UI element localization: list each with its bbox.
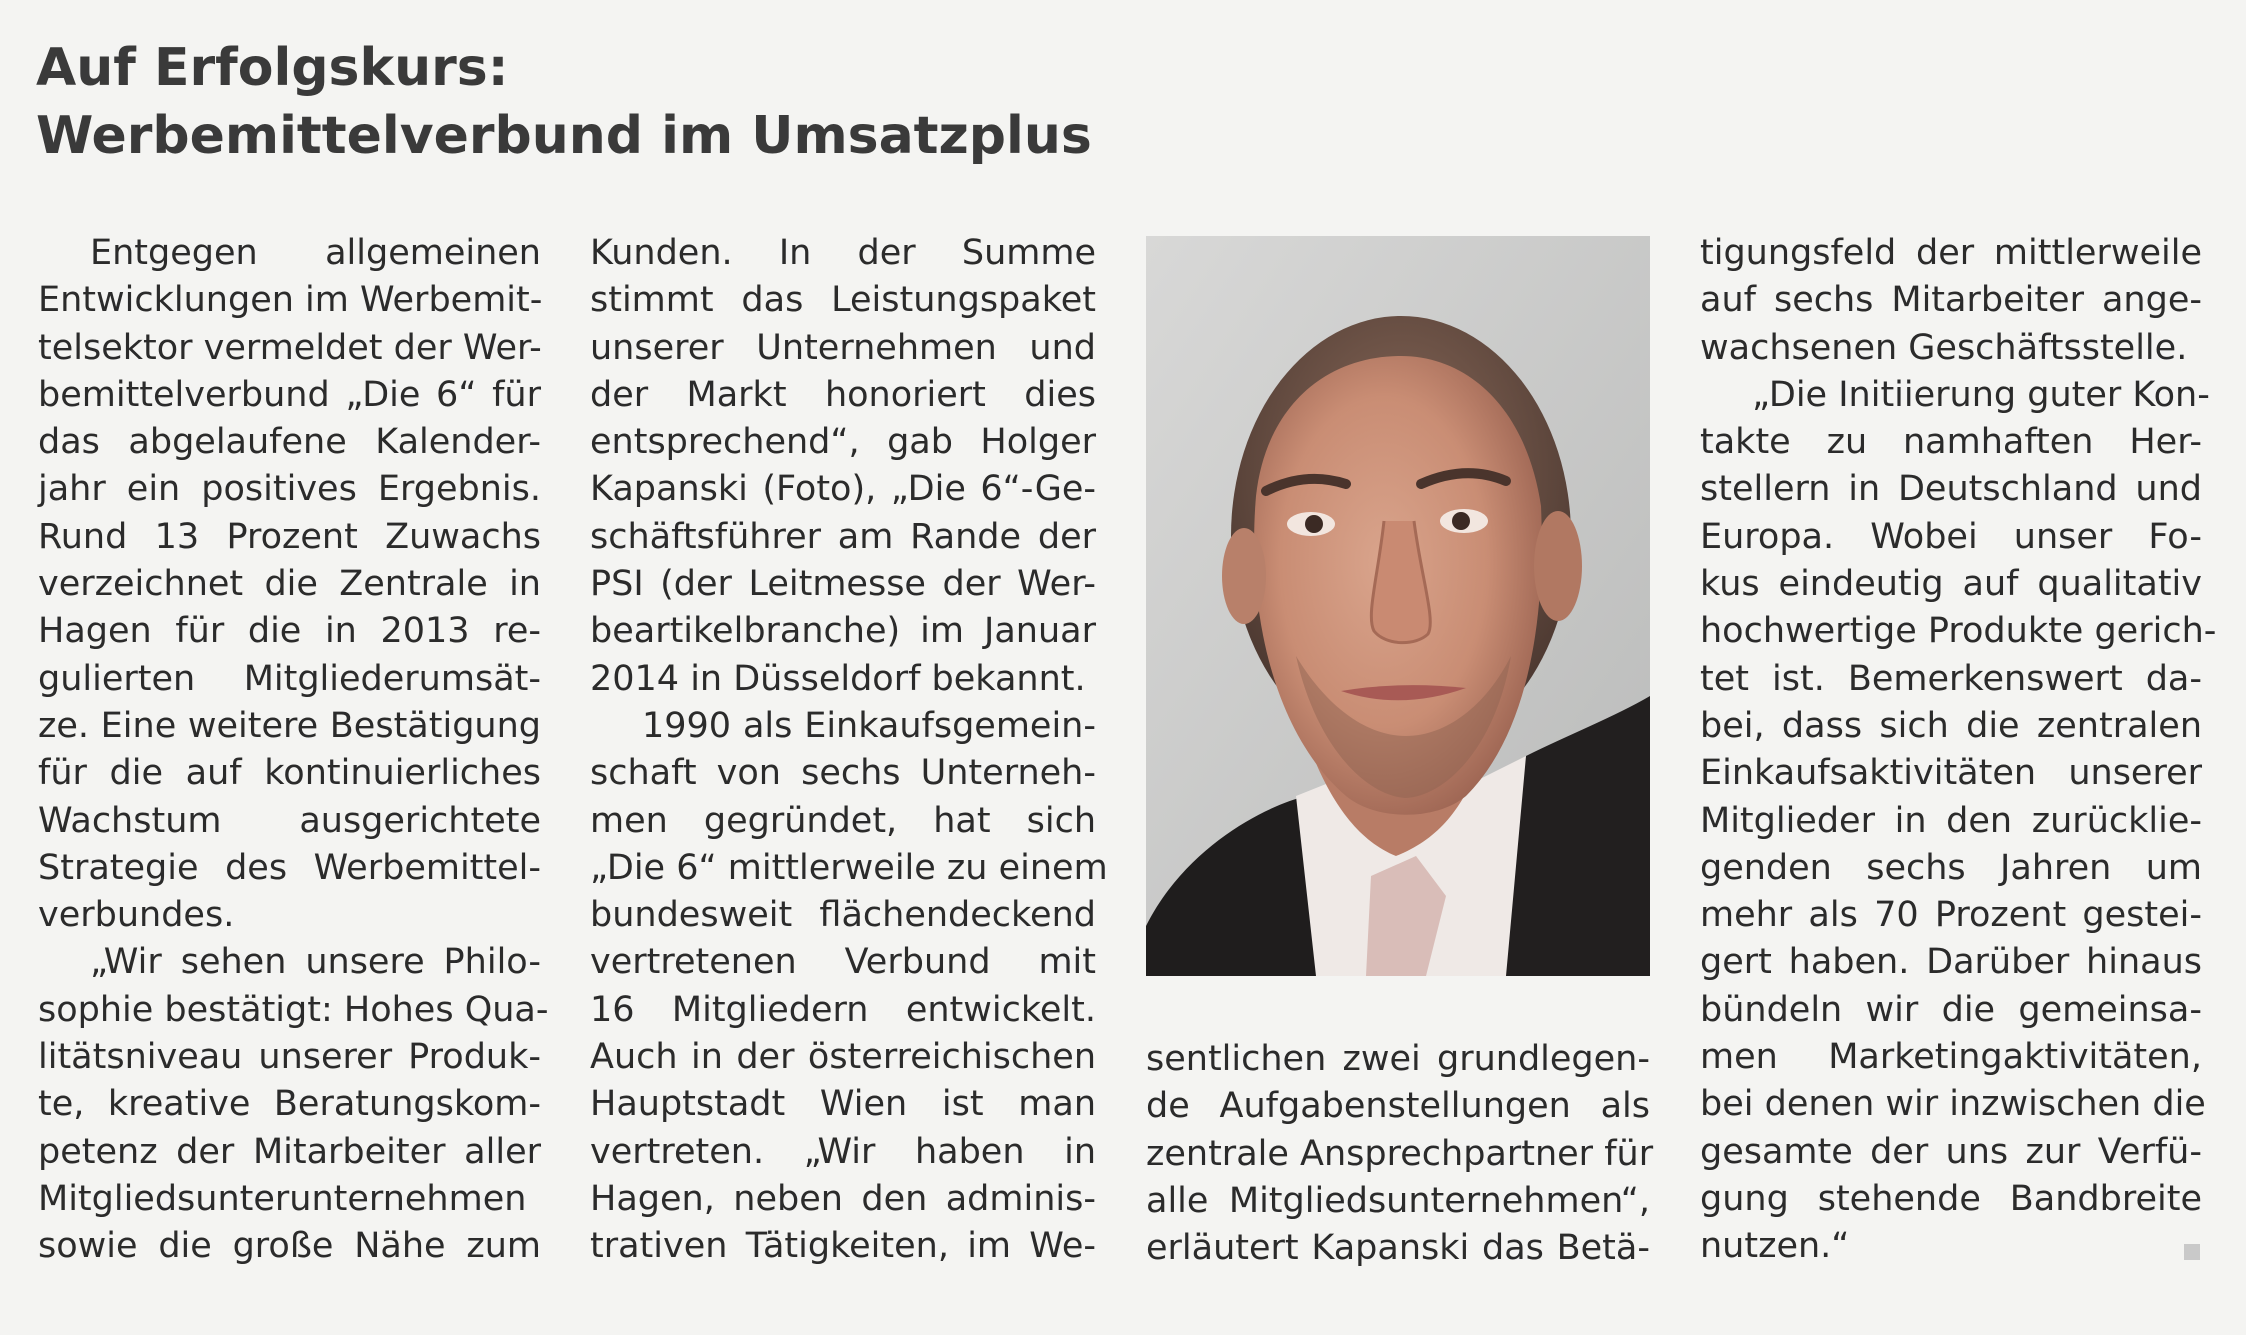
text-line: unserer Unternehmen und <box>590 327 1096 368</box>
text-line: Wachstum ausgerichtete <box>38 800 541 841</box>
text-line: 2014 in Düsseldorf bekannt. <box>590 658 1086 699</box>
text-line: de Aufgabenstellungen als <box>1146 1086 1650 1127</box>
text-line: genden sechs Jahren um <box>1700 847 2202 888</box>
text-line: vertretenen Verbund mit <box>590 942 1096 983</box>
text-line: Mitgliedsunterunternehmen <box>38 1178 527 1219</box>
text-line: Strategie des Werbemittel- <box>38 847 541 888</box>
text-line: litätsniveau unserer Produk- <box>38 1037 541 1078</box>
text-line: bundesweit flächendeckend <box>590 895 1096 936</box>
article-end-mark <box>2184 1244 2200 1260</box>
text-line: vertreten. „Wir haben in <box>590 1131 1096 1172</box>
text-line: petenz der Mitarbeiter aller <box>38 1131 541 1172</box>
text-line: gesamte der uns zur Verfü- <box>1700 1131 2202 1172</box>
portrait-photo <box>1146 236 1650 976</box>
text-line: stimmt das Leistungspaket <box>590 280 1096 321</box>
text-line: takte zu namhaften Her- <box>1700 422 2202 463</box>
text-line: telsektor vermeldet der Wer- <box>38 327 542 368</box>
text-line: tigungsfeld der mittlerweile <box>1700 233 2202 273</box>
text-line: nutzen.“ <box>1700 1226 1850 1267</box>
text-line: ze. Eine weitere Bestätigung <box>38 705 541 746</box>
text-line: te, kreative Beratungskom- <box>38 1084 541 1125</box>
text-line: PSI (der Leitmesse der Wer- <box>590 564 1096 605</box>
text-line: sowie die große Nähe zum <box>38 1226 541 1267</box>
text-line: „Die 6“ mittlerweile zu einem <box>590 847 1108 888</box>
text-line: „Die Initiierung guter Kon- <box>1752 374 2210 415</box>
headline-line-1: Auf Erfolgskurs: <box>36 38 509 98</box>
text-line: alle Mitgliedsunternehmen“, <box>1146 1180 1650 1221</box>
text-line: jahr ein positives Ergebnis. <box>38 469 541 510</box>
text-line: 16 Mitgliedern entwickelt. <box>590 989 1096 1030</box>
text-column-4 <box>1700 230 2217 1271</box>
text-line: gulierten Mitgliederumsät- <box>38 658 541 699</box>
text-column-1 <box>38 230 549 1271</box>
text-line: auf sechs Mitarbeiter ange- <box>1700 280 2202 321</box>
portrait-photo-illustration <box>1146 236 1650 976</box>
text-line: 1990 als Einkaufsgemein- <box>642 705 1096 746</box>
text-line: Entwicklungen im Werbemit- <box>38 280 543 321</box>
text-line: Hagen für die in 2013 re- <box>38 611 541 652</box>
text-line: mehr als 70 Prozent gestei- <box>1700 895 2202 936</box>
text-line: erläutert Kapanski das Betä- <box>1146 1228 1650 1269</box>
text-line: beartikelbranche) im Januar <box>590 611 1096 652</box>
text-line: das abgelaufene Kalender- <box>38 422 541 463</box>
text-line: bemittelverbund „Die 6“ für <box>38 374 541 415</box>
text-line: wachsenen Geschäftsstelle. <box>1700 327 2188 368</box>
text-line: Entgegen allgemeinen <box>90 233 541 273</box>
text-line: zentrale Ansprechpartner für <box>1146 1133 1654 1174</box>
text-line: trativen Tätigkeiten, im We- <box>590 1226 1096 1267</box>
text-line: Hauptstadt Wien ist man <box>590 1084 1096 1125</box>
text-line: stellern in Deutschland und <box>1700 469 2202 510</box>
text-line: Rund 13 Prozent Zuwachs <box>38 516 541 557</box>
text-line: kus eindeutig auf qualitativ <box>1700 564 2202 605</box>
text-line: bündeln wir die gemeinsa- <box>1700 989 2202 1030</box>
text-line: für die auf kontinuierliches <box>38 753 541 794</box>
text-line: Einkaufsaktivitäten unserer <box>1700 753 2202 794</box>
text-line: schaft von sechs Unterneh- <box>590 753 1096 794</box>
text-line: „Wir sehen unsere Philo- <box>90 942 541 983</box>
text-line: Europa. Wobei unser Fo- <box>1700 516 2202 557</box>
text-line: verbundes. <box>38 895 235 936</box>
text-line: Mitglieder in den zurücklie- <box>1700 800 2202 841</box>
text-line: Kapanski (Foto), „Die 6“-Ge- <box>590 469 1096 510</box>
text-line: entsprechend“, gab Holger <box>590 422 1096 463</box>
text-line: sentlichen zwei grundlegen- <box>1146 1039 1650 1079</box>
text-line: hochwertige Produkte gerich- <box>1700 611 2217 652</box>
text-line: der Markt honoriert dies <box>590 374 1096 415</box>
text-line: bei, dass sich die zentralen <box>1700 705 2202 746</box>
text-column-2 <box>590 230 1108 1271</box>
text-line: Auch in der österreichischen <box>590 1037 1096 1078</box>
text-line: verzeichnet die Zentrale in <box>38 564 541 605</box>
text-line: schäftsführer am Rande der <box>590 516 1096 557</box>
text-line: bei denen wir inzwischen die <box>1700 1084 2206 1125</box>
headline-line-2: Werbemittelverbund im Umsatzplus <box>36 106 1092 166</box>
text-line: Kunden. In der Summe <box>590 233 1096 273</box>
text-line: Hagen, neben den adminis- <box>590 1178 1096 1219</box>
text-line: sophie bestätigt: Hohes Qua- <box>38 989 549 1030</box>
text-line: men Marketingaktivitäten, <box>1700 1037 2202 1078</box>
text-column-3 <box>1146 1036 1654 1272</box>
headline <box>36 34 1092 170</box>
text-line: men gegründet, hat sich <box>590 800 1096 841</box>
text-line: gung stehende Bandbreite <box>1700 1178 2202 1219</box>
text-line: gert haben. Darüber hinaus <box>1700 942 2202 983</box>
text-line: tet ist. Bemerkenswert da- <box>1700 658 2202 699</box>
